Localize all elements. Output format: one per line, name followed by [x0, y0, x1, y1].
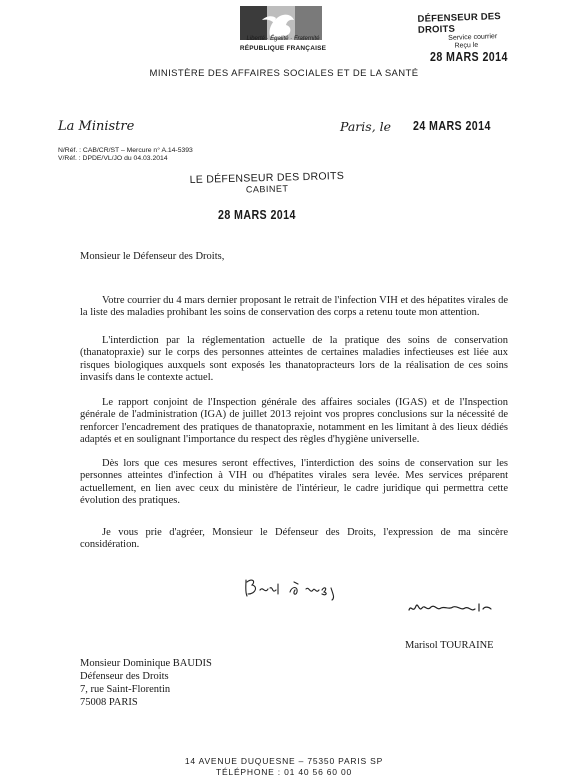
marianne-logo	[240, 6, 322, 40]
minister-label: La Ministre	[58, 119, 135, 134]
received-stamp	[417, 10, 528, 52]
recipient-city: 75008 PARIS	[80, 697, 138, 708]
letter-city: Paris, le	[340, 119, 392, 134]
paragraph: Votre courrier du 4 mars dernier proposant le retrait de l'infection VIH et des hépatites virales de la liste des maladies prohibant les soins de conservation des corps a retenu toute mon attention.	[80, 295, 508, 319]
paragraph: Dès lors que ces mesures seront effectives, l'interdiction des soins de conservation sur les personnes atteintes d'infection à VIH ou d'hépatites virales sera levée. Mes services préparent actuellement, en lien avec ceux du ministère de l'intérieur, le cadre juridique qui permettra cette évolution des pratiques.	[80, 458, 508, 506]
recipient-street: 7, rue Saint-Florentin	[80, 684, 171, 695]
salutation: Monsieur le Défenseur des Droits,	[80, 251, 225, 262]
cabinet-stamp	[184, 170, 351, 196]
footer-address: 14 AVENUE DUQUESNE – 75350 PARIS SP	[184, 756, 384, 766]
signature	[405, 596, 495, 618]
republic-motto: Liberté · Égalité · Fraternité	[246, 36, 320, 42]
reference-ours: N/Réf. : CAB/CR/ST – Mercure n° A.14-5393	[58, 147, 193, 154]
signer-name: Marisol TOURAINE	[405, 640, 494, 651]
cabinet-stamp-title: LE DÉFENSEUR DES DROITS	[189, 169, 345, 187]
recipient-title: Défenseur des Droits	[80, 671, 169, 682]
letter-date: 24 MARS 2014	[413, 118, 491, 133]
cabinet-stamp-subtitle: CABINET	[245, 183, 289, 195]
republic-name: RÉPUBLIQUE FRANÇAISE	[239, 45, 327, 52]
paragraph: Je vous prie d'agréer, Monsieur le Défenseur des Droits, l'expression de ma sincère considération.	[80, 527, 508, 551]
paragraph: L'interdiction par la réglementation actuelle de la pratique des soins de conservation (thanatopraxie) sur le corps des personnes atteintes de certaines maladies infectieuses est liée aux risques biologiques auxquels sont exposés les thanatopracteurs lors de la réalisation de ces soins invasifs dans le contexte actuel.	[80, 335, 508, 383]
recipient-name: Monsieur Dominique BAUDIS	[80, 658, 212, 669]
handwritten-greeting	[240, 572, 350, 602]
received-stamp-date: 28 MARS 2014	[430, 49, 508, 64]
footer-phone: TÉLÉPHONE : 01 40 56 60 00	[215, 767, 353, 777]
received-stamp-label: Reçu le	[454, 41, 479, 50]
received-stamp-title: DÉFENSEUR DES DROITS	[417, 11, 502, 36]
paragraph: Le rapport conjoint de l'Inspection générale des affaires sociales (IGAS) et de l'Inspection générale de l'administration (IGA) de juillet 2013 rejoint vos propres conclusions sur la nécessité de renforcer l'encadrement des pratiques de thanatopraxie, notamment en les limitant à des lieux dédiés adaptés et en soulignant l'importance du respect des règles d'hygiène universelle.	[80, 397, 508, 445]
received-stamp-service: Service courrier	[448, 33, 498, 42]
ministry-name: MINISTÈRE DES AFFAIRES SOCIALES ET DE LA SANTÉ	[149, 68, 419, 79]
cabinet-stamp-date: 28 MARS 2014	[218, 207, 296, 222]
reference-yours: V/Réf. : DPDE/VL/JO du 04.03.2014	[58, 155, 168, 162]
